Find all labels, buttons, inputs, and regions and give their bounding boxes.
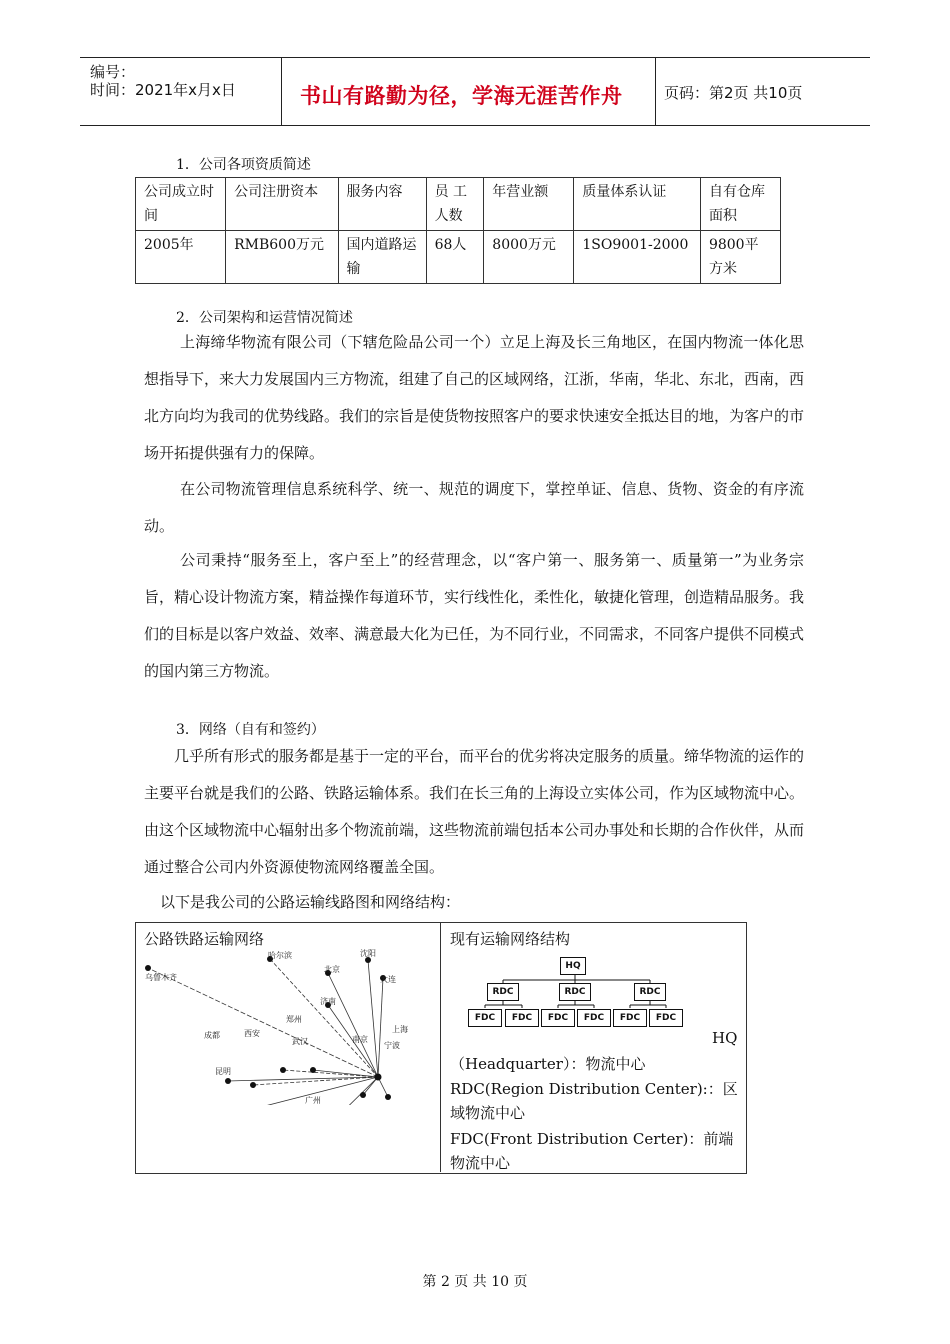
fdc-node-6: FDC	[649, 1009, 683, 1027]
table-cell: 68人	[426, 231, 484, 284]
map-node-zhengzhou	[310, 1067, 316, 1073]
rdc-node-1: RDC	[487, 983, 519, 1001]
table-cell: 2005年	[136, 231, 226, 284]
legend-hq-a: HQ	[712, 1029, 738, 1047]
table-cell: 质量体系认证	[574, 178, 701, 231]
city-label-harbin: 哈尔滨	[268, 951, 292, 960]
section3-intro: 以下是我公司的公路运输线路图和网络结构：	[160, 893, 461, 911]
table-cell: 9800平方米	[700, 231, 780, 284]
map-node-nanjing	[360, 1092, 366, 1098]
header-divider-right	[655, 57, 656, 126]
fdc-node-1: FDC	[468, 1009, 502, 1027]
city-label-kunming: 昆明	[215, 1067, 231, 1076]
legend-rdc: RDC(Region Distribution Center):：区域物流中心	[450, 1080, 738, 1122]
city-label-xian: 西安	[244, 1029, 260, 1038]
rdc-node-2: RDC	[559, 983, 591, 1001]
table-cell: 国内道路运输	[338, 231, 426, 284]
map-node-chengdu	[225, 1078, 231, 1084]
table-cell: RMB600万元	[226, 231, 338, 284]
table-cell: 公司注册资本	[226, 178, 338, 231]
city-label-shenyang: 沈阳	[360, 949, 376, 958]
header-code-label: 编号：	[90, 63, 136, 81]
legend-fdc: FDC(Front Distribution Certer)：前端物流中心	[450, 1130, 734, 1172]
section1-title: 1．公司各项资质简述	[176, 157, 311, 173]
city-label-guangzhou: 广州	[305, 1096, 321, 1105]
section2-title: 2．公司架构和运营情况简述	[176, 310, 353, 326]
header-top-rule	[80, 57, 870, 58]
city-label-zhengzhou: 郑州	[286, 1015, 302, 1024]
table-cell: 服务内容	[338, 178, 426, 231]
table-cell: 员 工人数	[426, 178, 484, 231]
header-bottom-rule	[80, 125, 870, 126]
fdc-node-3: FDC	[541, 1009, 575, 1027]
section2-paragraph-3: 公司秉持“服务至上，客户至上”的经营理念，以“客户第一、服务第一、质量第一”为业务宗旨，精心设计物流方案，精益操作每道环节，实行线性化，柔性化，敏捷化管理，创造精品服务。我们的目标是以客户效益、效率、满意最大化为已任，为不同行业，不同需求，不同客户提供不同模式的国内第三方物流。	[144, 551, 805, 680]
table-cell: 年营业额	[484, 178, 574, 231]
qualification-table	[135, 177, 781, 284]
city-label-beijing: 北京	[324, 965, 340, 974]
hq-node: HQ	[560, 957, 586, 975]
network-structure-title: 现有运输网络结构	[450, 930, 571, 948]
network-map-title: 公路铁路运输网络	[144, 930, 265, 948]
legend-hq-b: （Headquarter）：物流中心	[450, 1055, 646, 1073]
table-cell: 1SO9001-2000	[574, 231, 701, 284]
city-label-chengdu: 成都	[204, 1031, 220, 1040]
map-node-urumqi	[145, 965, 151, 971]
header-page-info: 页码：第2页 共10页	[664, 84, 803, 102]
city-label-ningbo: 宁波	[384, 1041, 400, 1050]
map-node-xian	[280, 1067, 286, 1073]
header-motto: 书山有路勤为径，学海无涯苦作舟	[300, 84, 623, 108]
table-cell: 自有仓库面积	[700, 178, 780, 231]
city-label-dalian: 大连	[380, 975, 396, 984]
section3-title: 3．网络（自有和签约）	[176, 722, 325, 738]
map-node-wuhan	[250, 1082, 256, 1088]
map-node-shanghai	[375, 1074, 382, 1081]
table-row	[136, 231, 781, 284]
section2-paragraph-1: 上海缔华物流有限公司（下辖危险品公司一个）立足上海及长三角地区，在国内物流一体化思想指导下，来大力发展国内三方物流，组建了自己的区域网络，江浙，华南，华北、东北，西南，西北方向均为我司的优势线路。我们的宗旨是使货物按照客户的要求快速安全抵达目的地，为客户的市场开拓提供强有力的保障。	[144, 333, 805, 462]
table-cell: 8000万元	[484, 231, 574, 284]
section3-paragraph-1: 几乎所有形式的服务都是基于一定的平台，而平台的优劣将决定服务的质量。缔华物流的运作的主要平台就是我们的公路、铁路运输体系。我们在长三角的上海设立实体公司，作为区域物流中心。由这个区域物流中心辐射出多个物流前端，这些物流前端包括本公司办事处和长期的合作伙伴，从而通过整合公司内外资源使物流网络覆盖全国。	[144, 747, 805, 876]
network-box-divider	[440, 922, 441, 1172]
table-header-row	[136, 178, 781, 231]
city-label-nanjing: 南京	[352, 1035, 368, 1044]
city-label-jinan: 济南	[320, 997, 336, 1006]
section2-paragraph-2: 在公司物流管理信息系统科学、统一、规范的调度下，掌控单证、信息、货物、资金的有序流动。	[144, 480, 804, 535]
rdc-node-3: RDC	[634, 983, 666, 1001]
city-label-urumqi: 乌鲁木齐	[145, 973, 177, 982]
fdc-node-2: FDC	[505, 1009, 539, 1027]
city-label-wuhan: 武汉	[292, 1037, 308, 1046]
map-node-ningbo	[385, 1094, 391, 1100]
fdc-node-5: FDC	[613, 1009, 647, 1027]
fdc-node-4: FDC	[577, 1009, 611, 1027]
table-cell: 公司成立时间	[136, 178, 226, 231]
header-divider-left	[281, 57, 282, 126]
header-time-label: 时间：2021年x月x日	[90, 81, 236, 99]
footer-page-number: 第 2 页 共 10 页	[422, 1274, 528, 1290]
city-label-shanghai: 上海	[392, 1025, 408, 1034]
